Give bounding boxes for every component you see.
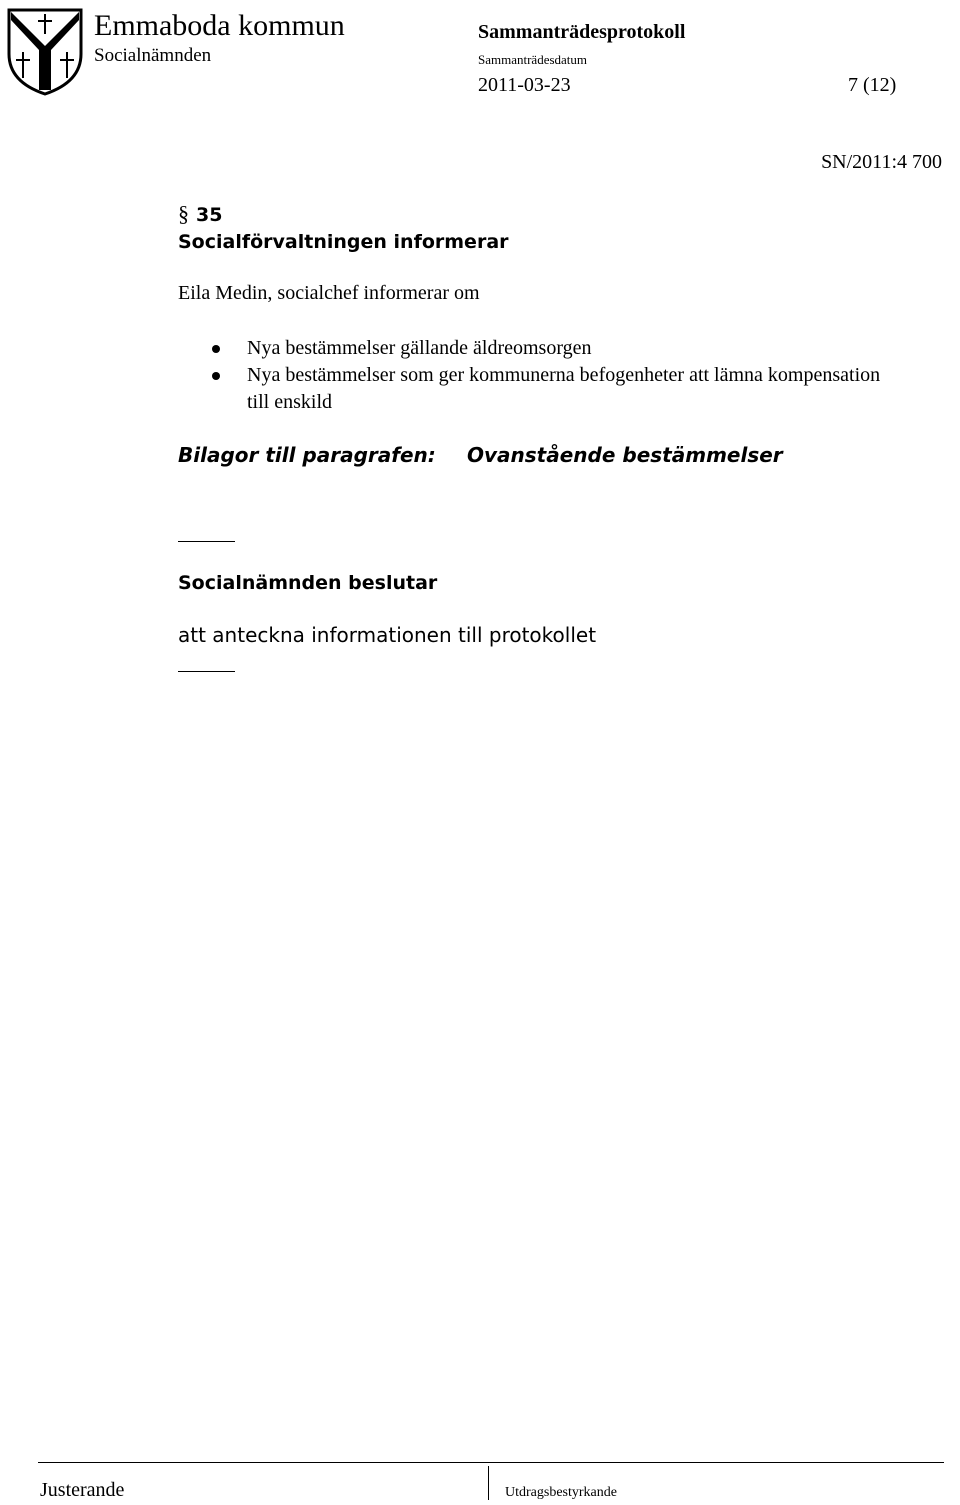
section-title: Socialförvaltningen informerar [178,231,509,253]
separator-rule [178,671,235,672]
footer-rule [38,1462,944,1463]
bullet-icon [212,345,220,353]
list-item-continuation: till enskild [247,391,332,413]
page-number: 7 (12) [848,74,897,96]
coat-of-arms-icon [5,6,85,96]
bullet-icon [212,372,220,380]
section-number: 35 [196,204,223,226]
list-item: Nya bestämmelser som ger kommunerna befogenheter att lämna kompensation [247,364,881,386]
attachments-value: Ovanstående bestämmelser [467,443,783,467]
document-type: Sammanträdesprotokoll [478,21,686,43]
footer-divider [488,1466,489,1500]
list-item: Nya bestämmelser gällande äldreomsorgen [247,337,592,359]
intro-line: Eila Medin, socialchef informerar om [178,282,480,304]
footer-justerande-label: Justerande [40,1479,125,1501]
case-number: SN/2011:4 700 [821,151,942,173]
meeting-date-label: Sammanträdesdatum [478,52,588,67]
meeting-date: 2011-03-23 [478,74,571,96]
attachments-label: Bilagor till paragrafen: [178,443,436,467]
organization-unit: Socialnämnden [94,45,212,66]
organization-name: Emmaboda kommun [94,9,345,42]
decision-heading: Socialnämnden beslutar [178,572,438,594]
decision-text: att anteckna informationen till protokollet [178,623,597,647]
section-sign: § [178,201,189,226]
separator-rule [178,541,235,542]
footer-utdragsbestyrkande-label: Utdragsbestyrkande [505,1485,617,1500]
